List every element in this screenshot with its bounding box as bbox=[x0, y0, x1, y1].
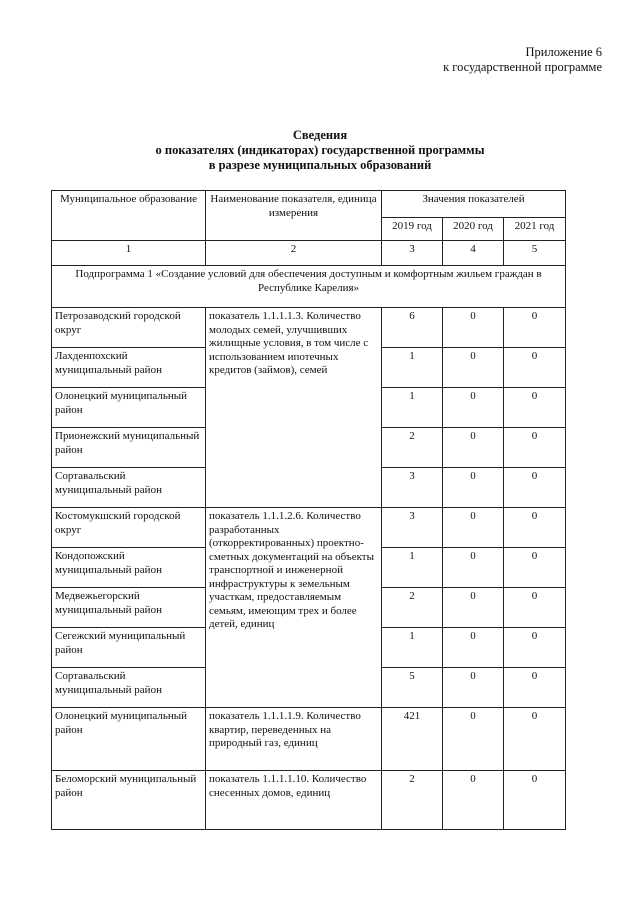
value-cell-2021: 0 bbox=[504, 308, 566, 348]
table-row bbox=[52, 708, 566, 771]
municipality-cell: Беломорский муниципальный район bbox=[52, 771, 206, 830]
title-line-1: Сведения bbox=[292, 128, 348, 142]
value-cell-2021: 0 bbox=[504, 468, 566, 508]
indicators-table bbox=[51, 190, 566, 830]
value-cell-2019: 6 bbox=[382, 308, 443, 348]
municipality-cell: Лахденпохский муниципальный район bbox=[52, 348, 206, 388]
table-row bbox=[52, 308, 566, 348]
value-cell-2019: 1 bbox=[382, 548, 443, 588]
indicator-cell: показатель 1.1.1.1.10. Количество снесенных домов, единиц bbox=[206, 771, 382, 830]
municipality-cell: Кондопожский муниципальный район bbox=[52, 548, 206, 588]
municipality-cell: Медвежьегорский муниципальный район bbox=[52, 588, 206, 628]
header-year-2019: 2019 год bbox=[382, 218, 443, 241]
table-row bbox=[52, 771, 566, 830]
value-cell-2019: 5 bbox=[382, 668, 443, 708]
title-line-3: в разрезе муниципальных образований bbox=[208, 158, 432, 172]
value-cell-2020: 0 bbox=[443, 668, 504, 708]
municipality-cell: Сортавальский муниципальный район bbox=[52, 468, 206, 508]
indicator-cell: показатель 1.1.1.2.6. Количество разработанных (откорректированных) проектно-сметных документаций на объекты транспортной и инженерной инфраструктуры к земельным участкам, предоставляемым семьям, имеющим трех и более детей, единиц bbox=[206, 508, 382, 708]
appendix-heading bbox=[443, 45, 602, 75]
municipality-cell: Олонецкий муниципальный район bbox=[52, 388, 206, 428]
value-cell-2019: 2 bbox=[382, 771, 443, 830]
value-cell-2020: 0 bbox=[443, 771, 504, 830]
column-numbers-row bbox=[52, 241, 566, 266]
value-cell-2020: 0 bbox=[443, 628, 504, 668]
municipality-cell: Прионежский муниципальный район bbox=[52, 428, 206, 468]
value-cell-2019: 3 bbox=[382, 468, 443, 508]
value-cell-2020: 0 bbox=[443, 428, 504, 468]
value-cell-2019: 2 bbox=[382, 588, 443, 628]
value-cell-2019: 421 bbox=[382, 708, 443, 771]
value-cell-2020: 0 bbox=[443, 708, 504, 771]
value-cell-2020: 0 bbox=[443, 348, 504, 388]
table-body bbox=[52, 191, 566, 830]
value-cell-2021: 0 bbox=[504, 668, 566, 708]
header-year-2020: 2020 год bbox=[443, 218, 504, 241]
value-cell-2020: 0 bbox=[443, 548, 504, 588]
value-cell-2021: 0 bbox=[504, 588, 566, 628]
value-cell-2020: 0 bbox=[443, 308, 504, 348]
indicator-cell: показатель 1.1.1.1.9. Количество квартир, переведенных на природный газ, единиц bbox=[206, 708, 382, 771]
header-indicator: Наименование показателя, единица измерения bbox=[206, 191, 382, 241]
value-cell-2021: 0 bbox=[504, 628, 566, 668]
title-line-2: о показателях (индикаторах) государственной программы bbox=[155, 143, 485, 157]
column-number-2: 2 bbox=[206, 241, 382, 266]
value-cell-2021: 0 bbox=[504, 348, 566, 388]
municipality-cell: Костомукшский городской округ bbox=[52, 508, 206, 548]
subprogram-title: Подпрограмма 1 «Создание условий для обеспечения доступным и комфортным жильем граждан в Республике Карелия» bbox=[52, 266, 566, 308]
value-cell-2019: 1 bbox=[382, 628, 443, 668]
column-number-5: 5 bbox=[504, 241, 566, 266]
value-cell-2021: 0 bbox=[504, 771, 566, 830]
indicator-cell: показатель 1.1.1.1.3. Количество молодых семей, улучшивших жилищные условия, в том числе с использованием ипотечных кредитов (займов), семей bbox=[206, 308, 382, 508]
subprogram-row bbox=[52, 266, 566, 308]
header-values: Значения показателей bbox=[382, 191, 566, 218]
value-cell-2019: 1 bbox=[382, 388, 443, 428]
value-cell-2021: 0 bbox=[504, 428, 566, 468]
value-cell-2019: 3 bbox=[382, 508, 443, 548]
document-title bbox=[0, 128, 640, 173]
value-cell-2020: 0 bbox=[443, 588, 504, 628]
column-number-3: 3 bbox=[382, 241, 443, 266]
header-municipality: Муниципальное образование bbox=[52, 191, 206, 241]
value-cell-2020: 0 bbox=[443, 508, 504, 548]
value-cell-2020: 0 bbox=[443, 388, 504, 428]
municipality-cell: Петрозаводский городской округ bbox=[52, 308, 206, 348]
appendix-line-2: к государственной программе bbox=[443, 60, 602, 74]
column-number-1: 1 bbox=[52, 241, 206, 266]
value-cell-2021: 0 bbox=[504, 388, 566, 428]
appendix-line-1: Приложение 6 bbox=[525, 45, 602, 59]
municipality-cell: Сегежский муниципальный район bbox=[52, 628, 206, 668]
municipality-cell: Сортавальский муниципальный район bbox=[52, 668, 206, 708]
municipality-cell: Олонецкий муниципальный район bbox=[52, 708, 206, 771]
header-year-2021: 2021 год bbox=[504, 218, 566, 241]
table-row bbox=[52, 508, 566, 548]
column-number-4: 4 bbox=[443, 241, 504, 266]
value-cell-2021: 0 bbox=[504, 548, 566, 588]
value-cell-2021: 0 bbox=[504, 508, 566, 548]
value-cell-2019: 1 bbox=[382, 348, 443, 388]
value-cell-2020: 0 bbox=[443, 468, 504, 508]
value-cell-2021: 0 bbox=[504, 708, 566, 771]
value-cell-2019: 2 bbox=[382, 428, 443, 468]
header-row bbox=[52, 191, 566, 218]
